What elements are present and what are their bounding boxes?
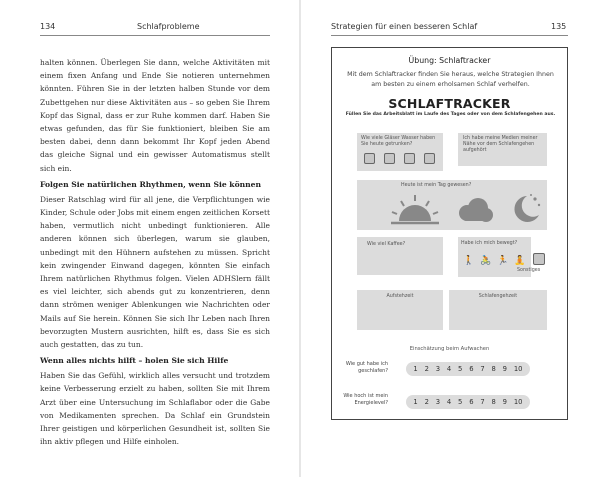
scale-value[interactable]: 9 (502, 398, 507, 406)
scale-value[interactable]: 1 (413, 398, 418, 406)
scale-value[interactable]: 10 (513, 398, 523, 406)
exercise-title: Übung: Schlaftracker (408, 56, 491, 65)
exercise-label: Habe ich mich bewegt? (461, 241, 518, 246)
scale-value[interactable]: 6 (469, 365, 474, 373)
scale-value[interactable]: 2 (424, 365, 429, 373)
right-page (301, 0, 600, 477)
sunrise-icon[interactable] (387, 193, 443, 227)
sleep-quality-scale[interactable] (406, 362, 530, 376)
cycling-icon[interactable]: 🚴 (480, 256, 492, 266)
other-exercise-label: Sonstiges (517, 268, 541, 273)
body-text-left (40, 56, 270, 448)
scale-value[interactable]: 8 (491, 365, 496, 373)
coffee-label: Wie viel Kaffee? (367, 242, 406, 247)
moon-icon[interactable] (507, 191, 543, 227)
water-glasses-box (357, 133, 443, 171)
wakeup-rating-heading: Einschätzung beim Aufwachen (409, 346, 490, 352)
sleep-tracker-worksheet (331, 47, 568, 420)
exercise-intro: Mit dem Schlaftracker finden Sie heraus, welche Strategien Ihnen am besten zu einem erholsamen Schlaf verhelfen. (347, 71, 554, 88)
walking-icon[interactable]: 🚶 (463, 256, 475, 266)
glass-checkbox-3[interactable] (404, 153, 415, 164)
glass-checkbox-1[interactable] (364, 153, 375, 164)
scale-value[interactable]: 7 (480, 365, 485, 373)
scale-value[interactable]: 4 (446, 398, 452, 406)
screen-time-label: Ich habe meine Medien meiner Nähe vor dem Schlafengehen aufgehört (463, 136, 538, 153)
day-mood-label: Heute ist mein Tag gewesen? (401, 183, 472, 188)
wakeup-time-box[interactable] (357, 290, 443, 330)
paragraph-2: Dieser Ratschlag wird für all jene, die Verpflichtungen wie Kinder, Schule oder Jobs mit einem engen zeitlichen Korsett haben, vermutlich nicht unbedingt funktionieren. Alle anderen können sich überlegen, warum sie glauben, unbedingt mit den Hühnern aufstehen zu müssen. Spricht kein zwingender Einwand dagegen, könnten Sie einfach Ihrem natürlichen Rhythmus folgen. Vielen ADHSlern fällt es viel leichter, sich abends gut zu konzentrieren, denn dann strömen weniger Ablenkungen wie Nachrichten oder Mails auf Sie herein. Können Sie sich Ihr Leben nach Ihren bevorzugten Mustern ausrichten, hilft es, dass Sie es sich auch gestatten, das zu tun. (40, 194, 270, 350)
paragraph-1: halten können. Überlegen Sie dann, welche Aktivitäten mit einem fixen Anfang und Ende Sie notieren unternehmen könnten. Führen Sie in der letzten halben Stunde vor dem Zubettgehen nur diese Aktivitäten aus – so geben Sie Ihrem Kopf das Signal, dass er zur Ruhe kommen darf. Haben Sie etwas gefunden, das für Sie funktioniert, bleiben Sie am besten dabei, denn dann bekommt Ihr Kopf jeden Abend das gleiche Signal und ein gewisser Automatismus stellt sich ein. (40, 58, 270, 173)
yoga-icon[interactable]: 🧘 (514, 256, 526, 266)
tracker-instruction: Füllen Sie das Arbeitsblatt im Laufe des Tages oder von dem Schlafengehen aus. (345, 112, 556, 117)
scale-value[interactable]: 4 (446, 365, 452, 373)
cloud-icon[interactable] (453, 195, 495, 225)
wakeup-time-label: Aufstehzeit (386, 294, 414, 299)
running-title-right: Strategien für einen besseren Schlaf (331, 22, 478, 31)
scale-value[interactable]: 2 (424, 398, 429, 406)
bedtime-box[interactable] (449, 290, 547, 330)
bedtime-label: Schlafengehzeit (478, 294, 518, 299)
scale-value[interactable]: 5 (458, 398, 463, 406)
tracker-title: SCHLAFTRACKER (388, 96, 511, 111)
energy-level-label: Wie hoch ist mein Energielevel? (343, 393, 388, 406)
water-glasses-label: Wie viele Gläser Wasser haben Sie heute getrunken? (361, 136, 436, 147)
page-number-right: 135 (551, 22, 567, 31)
scale-value[interactable]: 9 (502, 365, 507, 373)
running-title-left: Schlafprobleme (137, 22, 200, 31)
scale-value[interactable]: 3 (435, 398, 441, 406)
scale-value[interactable]: 8 (491, 398, 496, 406)
scale-value[interactable]: 10 (513, 365, 523, 373)
scale-value[interactable]: 1 (413, 365, 418, 373)
heading-natural-rhythms: Folgen Sie natürlichen Rhythmen, wenn Sie können (40, 179, 262, 189)
other-exercise-checkbox[interactable] (533, 253, 545, 265)
running-icon[interactable]: 🏃 (497, 256, 509, 266)
scale-value[interactable]: 5 (458, 365, 463, 373)
heading-get-help: Wenn alles nichts hilft – holen Sie sich Hilfe (40, 356, 229, 366)
header-rule-right (331, 35, 568, 36)
scale-value[interactable]: 3 (435, 365, 441, 373)
left-page (0, 0, 299, 477)
paragraph-3: Haben Sie das Gefühl, wirklich alles versucht und trotzdem keine Verbesserung erzielt zu haben, sollten Sie mit Ihrem Arzt über eine Untersuchung im Schlaflabor oder die Gabe von Medikamenten sprechen. Da Schlaf ein Grundstein Ihrer geistigen und körperlichen Gesundheit ist, sollten Sie ihn aktiv pflegen und Hilfe einholen. (40, 371, 270, 447)
screen-time-box (458, 133, 547, 166)
header-rule-left (40, 35, 270, 36)
glass-checkbox-2[interactable] (384, 153, 395, 164)
scale-value[interactable]: 7 (480, 398, 485, 406)
scale-value[interactable]: 6 (469, 398, 474, 406)
page-number-left: 134 (40, 22, 56, 31)
glass-checkbox-4[interactable] (424, 153, 435, 164)
coffee-box (357, 237, 443, 275)
sleep-quality-label: Wie gut habe ich geschlafen? (345, 361, 388, 374)
energy-level-scale[interactable] (406, 395, 530, 409)
day-mood-box (357, 180, 547, 230)
